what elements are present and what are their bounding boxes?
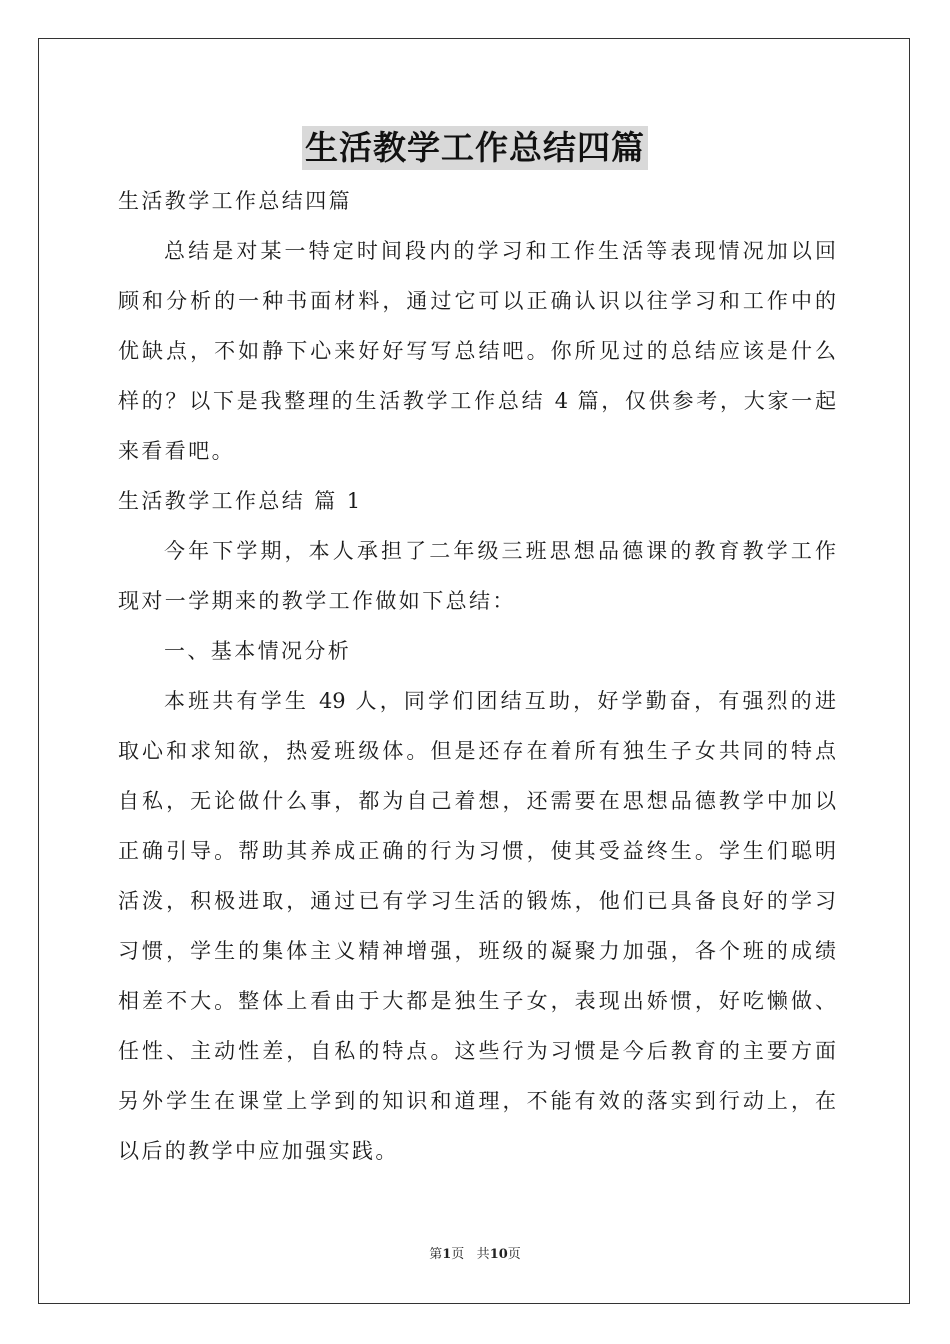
total-suffix: 页 [507, 1247, 521, 1262]
text-line: 总结是对某一特定时间段内的学习和工作生活等表现情况加以回 [164, 239, 836, 263]
text-line: 活泼，积极进取，通过已有学习生活的锻炼，他们已具备良好的学习 [118, 889, 836, 913]
text-line: 生活教学工作总结四篇 [118, 189, 352, 213]
text-line: 自私，无论做什么事，都为自己着想，还需要在思想品德教学中加以 [118, 789, 836, 813]
text-line: 相差不大。整体上看由于大都是独生子女，表现出娇惯，好吃懒做、 [118, 989, 836, 1013]
text-line: 以后的教学中应加强实践。 [118, 1139, 399, 1163]
text-line: 顾和分析的一种书面材料，通过它可以正确认识以往学习和工作中的 [118, 289, 836, 313]
page-suffix: 页 [451, 1247, 465, 1262]
text-line: 一、基本情况分析 [164, 639, 352, 663]
text-line: 任性、主动性差，自私的特点。这些行为习惯是今后教育的主要方面 [118, 1039, 836, 1063]
total-prefix: 共 [476, 1247, 490, 1262]
text-line: 本班共有学生 49 人，同学们团结互助，好学勤奋，有强烈的进 [164, 689, 836, 713]
text-line: 另外学生在课堂上学到的知识和道理，不能有效的落实到行动上，在 [118, 1089, 836, 1113]
text-line: 正确引导。帮助其养成正确的行为习惯，使其受益终生。学生们聪明 [118, 839, 836, 863]
title-area [0, 126, 950, 170]
text-line: 今年下学期，本人承担了二年级三班思想品德课的教育教学工作 [164, 539, 836, 563]
text-line: 现对一学期来的教学工作做如下总结： [118, 589, 516, 613]
text-line: 取心和求知欲，热爱班级体。但是还存在着所有独生子女共同的特点 [118, 739, 836, 763]
document-body [118, 176, 836, 1176]
page-footer [0, 1246, 950, 1264]
page-number: 1 [442, 1247, 452, 1262]
text-line: 生活教学工作总结 篇 1 [118, 489, 363, 513]
page-prefix: 第 [429, 1247, 443, 1262]
document-title: 生活教学工作总结四篇 [302, 126, 648, 170]
text-line: 样的？以下是我整理的生活教学工作总结 4 篇，仅供参考，大家一起 [118, 389, 836, 413]
text-line: 来看看吧。 [118, 439, 235, 463]
text-line: 优缺点，不如静下心来好好写写总结吧。你所见过的总结应该是什么 [118, 339, 836, 363]
total-pages: 10 [489, 1247, 508, 1262]
text-line: 习惯，学生的集体主义精神增强，班级的凝聚力加强，各个班的成绩 [118, 939, 836, 963]
